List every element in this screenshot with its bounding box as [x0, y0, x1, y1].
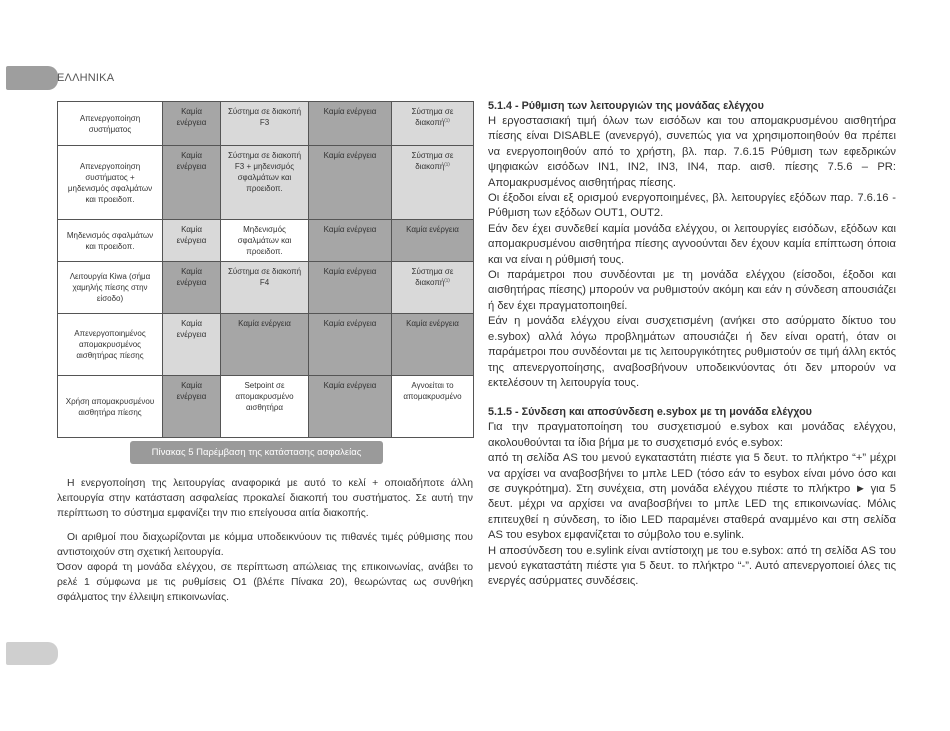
table-row	[58, 314, 474, 376]
cell-text: Καμία ενέργεια	[176, 381, 207, 401]
row-label: Απενεργοποιημένος απομακρυσμένος αισθητήρας πίεσης	[58, 314, 163, 376]
table-cell	[163, 102, 221, 146]
table-cell	[221, 102, 309, 146]
cell-text: Μηδενισμός σφαλμάτων και προειδοπ.	[237, 225, 292, 256]
table-cell	[309, 262, 392, 314]
section-paragraph: Για την πραγματοποίηση του συσχετισμού e.sybox και μονάδας ελέγχου, ακολουθούνται τα ίδια βήμα με το συσχετισμό ενός e.sybox:	[488, 421, 896, 449]
cell-text: Καμία ενέργεια	[176, 225, 207, 245]
cell-text: Καμία ενέργεια	[406, 225, 459, 234]
row-label: Μηδενισμός σφαλμάτων και προειδοπ.	[58, 220, 163, 262]
table-cell	[221, 314, 309, 376]
cell-text: Καμία ενέργεια	[323, 151, 377, 160]
cell-text: Σύστημα σε διακοπή F3	[227, 107, 302, 127]
cell-text: Σύστημα σε διακοπή F3 + μηδενισμός σφαλμάτων και προειδοπ.	[227, 151, 302, 193]
language-label: ΕΛΛΗΝΙΚΑ	[57, 72, 115, 84]
table-cell	[309, 376, 392, 438]
cell-text: Καμία ενέργεια	[238, 319, 291, 328]
table-row	[58, 146, 474, 220]
table-cell	[309, 220, 392, 262]
footnote-marker: (1)	[444, 277, 450, 283]
cell-text: Σύστημα σε διακοπή F4	[227, 267, 302, 287]
section-paragraph: Η αποσύνδεση του e.sylink είναι αντίστοιχη με του e.sybox: από τη σελίδα AS του μενού εγκαταστάτη πιέστε για 5 δευτ. το πλήκτρο “-”. Αυτό απενεργοποιεί όλες τις ενεργές ασύρματες συνδέσεις.	[488, 544, 896, 588]
table-cell	[221, 376, 309, 438]
table-cell	[392, 314, 474, 376]
section-paragraph: από τη σελίδα AS του μενού εγκαταστάτη πιέστε για 5 δευτ. το πλήκτρο “+” μέχρι να αρχίσει να αναβοσβήνει το μπλε LED (τόσο εάν το esybox είναι μόνο όσο και σε συγκρότημα). Στη συνέχεια, στη μονάδα ελέγχου πιέστε το πλήκτρο ► για 5 δευτ. μέχρι να αρχίσει να αναβοσβήνει το μπλε LED της επικοινωνίας. Μόλις επιτευχθεί η σύνδεση, το ίδιο LED παραμένει σταθερά αναμμένο και στη σελίδα AS του esybox εμφανίζεται το σύμβολο του e.sylink.	[488, 452, 896, 542]
right-column	[488, 98, 896, 590]
table-caption: Πίνακας 5 Παρέμβαση της κατάστασης ασφαλείας	[130, 441, 383, 464]
table-cell	[309, 146, 392, 220]
cell-text: Καμία ενέργεια	[406, 319, 459, 328]
table-row	[58, 262, 474, 314]
note-paragraph: Οι αριθμοί που διαχωρίζονται με κόμμα υποδεικνύουν τις πιθανές τιμές ρύθμισης που αντιστοιχούν στη σχετική λειτουργία.	[57, 531, 473, 558]
cell-text: Setpoint σε απομακρυσμένο αισθητήρα	[235, 381, 294, 412]
table-row	[58, 102, 474, 146]
cell-text: Καμία ενέργεια	[176, 319, 207, 339]
cell-text: Καμία ενέργεια	[323, 107, 377, 116]
table-cell	[163, 146, 221, 220]
cell-text: Καμία ενέργεια	[176, 267, 207, 287]
table-row	[58, 376, 474, 438]
table-cell	[163, 376, 221, 438]
cell-text: Καμία ενέργεια	[176, 107, 207, 127]
cell-text: Σύστημα σε διακοπή	[411, 267, 454, 287]
safety-state-table	[57, 101, 474, 438]
table-cell	[392, 102, 474, 146]
note-paragraph: Η ενεργοποίηση της λειτουργίας αναφορικά με αυτό το κελί + οποιαδήποτε άλλη λειτουργία στην κατάσταση ασφαλείας προκαλεί διακοπή του συστήματος. Σε αυτή την περίπτωση το σύστημα εμφανίζει την πιο επείγουσα αιτία διακοπής.	[57, 478, 473, 520]
table-cell	[392, 262, 474, 314]
row-label: Απενεργοποίηση συστήματος + μηδενισμός σφαλμάτων και προειδοπ.	[58, 146, 163, 220]
cell-text: Σύστημα σε διακοπή	[411, 151, 454, 171]
cell-text: Καμία ενέργεια	[323, 319, 377, 328]
cell-text: Σύστημα σε διακοπή	[411, 107, 454, 127]
section-title-5-1-4: 5.1.4 - Ρύθμιση των λειτουργιών της μονάδας ελέγχου	[488, 100, 764, 112]
table-cell	[163, 262, 221, 314]
table-cell	[392, 146, 474, 220]
table-cell	[309, 102, 392, 146]
cell-text: Αγνοείται το απομακρυσμένο	[403, 381, 462, 401]
section-title-5-1-5: 5.1.5 - Σύνδεση και αποσύνδεση e.sybox με τη μονάδα ελέγχου	[488, 406, 812, 419]
table-cell	[309, 314, 392, 376]
section-paragraph: Η εργοστασιακή τιμή όλων των εισόδων και του απομακρυσμένου αισθητήρα πίεσης είναι DISABLE (ανενεργό), συνεπώς για να χρησιμοποιηθούν θα πρέπει να ενεργοποιηθούν από το χρήστη, βλ. παρ. 7.6.15 Ρύθμιση των εφεδρικών ψηφιακών εισόδων IN1, IN2, IN3, IN4, παρ. αισθ. πίεσης 7.5.6 – PR: Απομακρυσμένος αισθητήρας πίεσης.	[488, 115, 896, 189]
table-cell	[392, 376, 474, 438]
footnote-marker: (1)	[444, 117, 450, 123]
table-cell	[221, 146, 309, 220]
footnote-marker: (1)	[444, 161, 450, 167]
cell-text: Καμία ενέργεια	[176, 151, 207, 171]
section-paragraph: Εάν δεν έχει συνδεθεί καμία μονάδα ελέγχου, οι λειτουργίες εισόδων, εξόδων και απομακρυσμένου αισθητήρα πίεσης αγνοούνται δεν έχουν καμία επίπτωση όποια και να είναι η ρύθμισή τους.	[488, 222, 896, 266]
language-tab	[6, 66, 58, 90]
left-notes	[57, 476, 473, 606]
table-cell	[221, 220, 309, 262]
section-paragraph: Οι παράμετροι που συνδέονται με τη μονάδα ελέγχου (είσοδοι, έξοδοι και αισθητήρας πίεσης) μπορούν να ρυθμιστούν ακόμη και εάν η σύνδεση απουσιάζει ή δεν έχει πραγματοποιηθεί.	[488, 269, 896, 312]
section-paragraph: Οι έξοδοι είναι εξ ορισμού ενεργοποιημένες, βλ. λειτουργίες εξόδων παρ. 7.6.16 - Ρύθμιση των εξόδων OUT1, OUT2.	[488, 192, 896, 220]
section-paragraph: Εάν η μονάδα ελέγχου είναι συσχετισμένη (ανήκει στο ασύρματο δίκτυο του e.sybox) αλλά λόγω προβλημάτων απουσιάζει ή δεν είναι ορατή, όταν οι παράμετροι που συνδέονται με τις λειτουργικότητες ρυθμιστούν σε τιμή άλλη εκτός της απενεργοποίησης, αναβοσβήνουν υποδεικνύοντας ότι δεν μπορούν να εκτελέσουν τη λειτουργία τους.	[488, 315, 896, 389]
cell-text: Καμία ενέργεια	[323, 225, 377, 234]
cell-text: Καμία ενέργεια	[323, 267, 377, 276]
row-label: Λειτουργία Kiwa (σήμα χαμηλής πίεσης στην είσοδο)	[58, 262, 163, 314]
note-paragraph: Όσον αφορά τη μονάδα ελέγχου, σε περίπτωση απώλειας της επικοινωνίας, ανάβει το ρελέ 1 σύμφωνα με τις ρυθμίσεις Ο1 (βλέπε Πίνακα 20), θεωρώντας ως συνθήκη σφάλματος την έλλειψη επικοινωνίας.	[57, 562, 473, 604]
row-label: Απενεργοποίηση συστήματος	[58, 102, 163, 146]
table-cell	[163, 220, 221, 262]
page-number-tab	[6, 642, 58, 665]
cell-text: Καμία ενέργεια	[323, 381, 377, 390]
table-cell	[163, 314, 221, 376]
table-row	[58, 220, 474, 262]
table-cell	[392, 220, 474, 262]
table-cell	[221, 262, 309, 314]
row-label: Χρήση απομακρυσμένου αισθητήρα πίεσης	[58, 376, 163, 438]
